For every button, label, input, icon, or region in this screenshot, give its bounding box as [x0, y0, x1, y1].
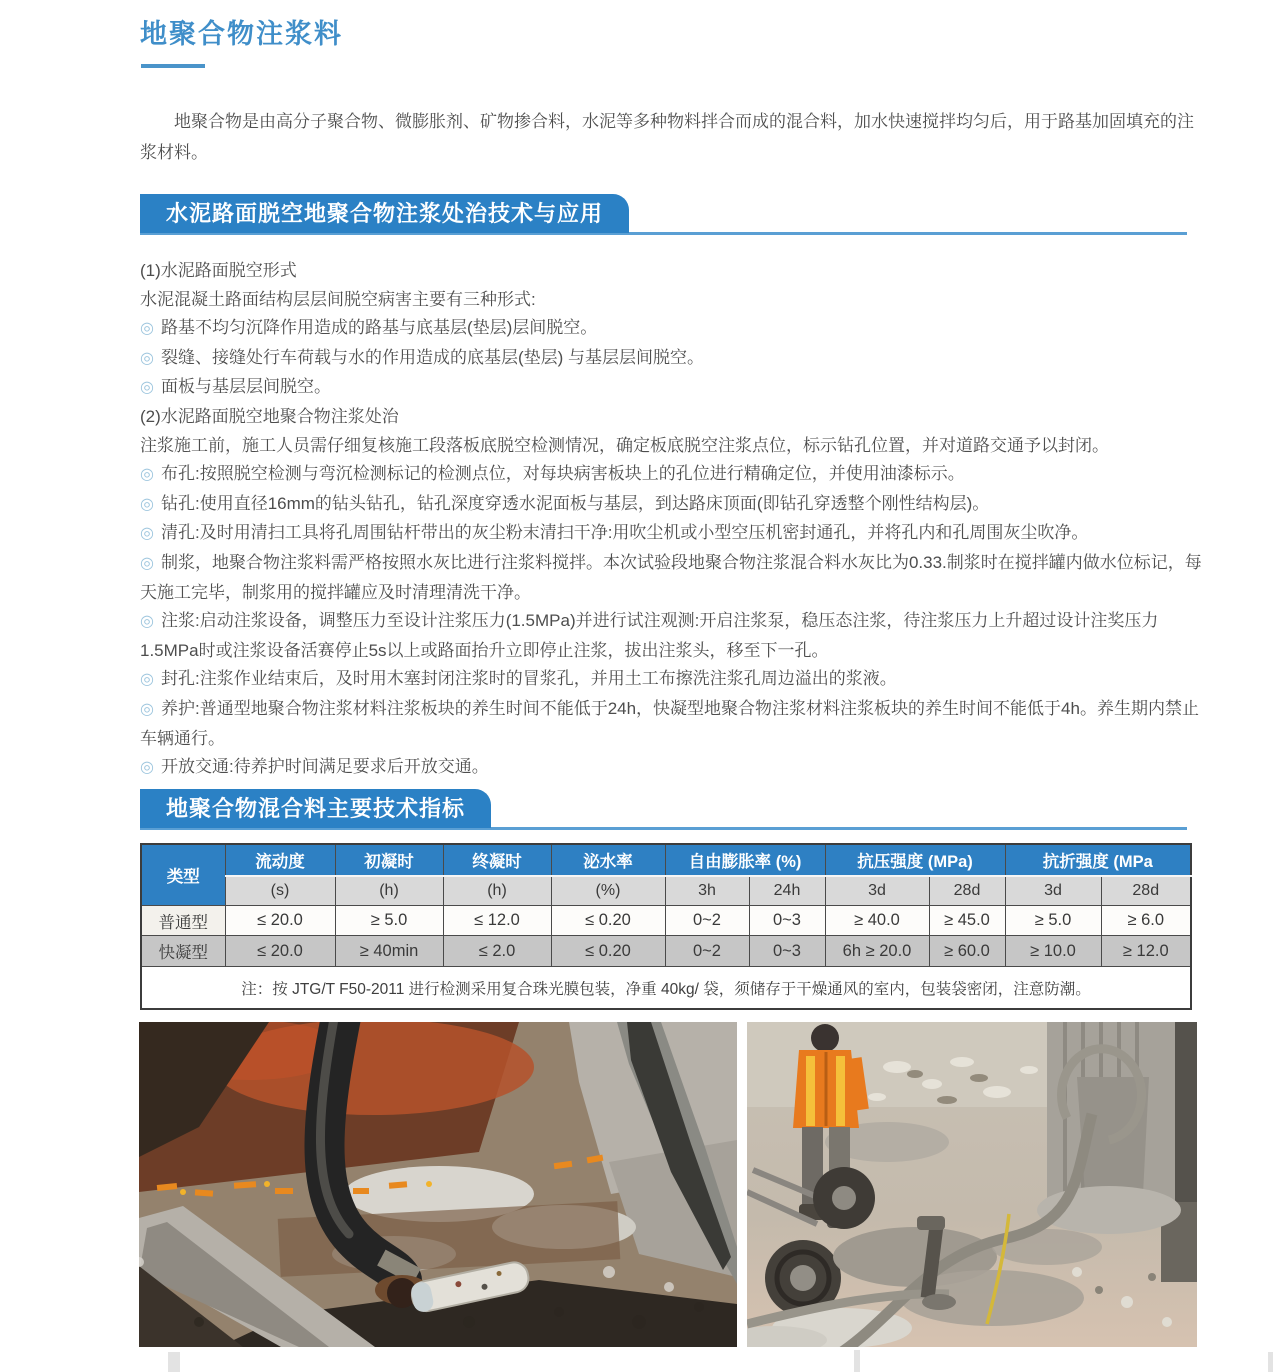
value-cell: ≥ 45.0: [929, 906, 1005, 936]
body-line: 水泥混凝土路面结构层层间脱空病害主要有三种形式:: [140, 289, 536, 309]
col-header: 终凝时: [443, 844, 551, 876]
scan-artifact: [1268, 1352, 1273, 1372]
grouting-worksite-worker-photo: [747, 1022, 1197, 1347]
col-header: 初凝时: [335, 844, 443, 876]
value-cell: ≥ 10.0: [1005, 936, 1101, 967]
bullseye-bullet-icon: ◎: [140, 495, 154, 513]
value-cell: ≤ 0.20: [551, 936, 665, 967]
list-item: ◎ 开放交通:待养护时间满足要求后开放交通。: [140, 757, 489, 777]
section-heading: 水泥路面脱空地聚合物注浆处治技术与应用: [140, 194, 629, 233]
bullseye-bullet-icon: ◎: [140, 759, 154, 777]
value-cell: ≤ 20.0: [225, 906, 335, 936]
bullseye-bullet-icon: ◎: [140, 525, 154, 543]
unit-cell: 28d: [929, 876, 1005, 906]
list-item: ◎ 封孔:注浆作业结束后，及时用木塞封闭注浆时的冒浆孔，并用土工布擦洗注浆孔周边溢出的浆液。: [140, 669, 897, 689]
list-item: ◎ 制浆，地聚合物注浆料需严格按照水灰比进行注浆料搅拌。本次试验段地聚合物注浆混合料水灰比为0.33.制浆时在搅拌罐内做水位标记，每天施工完毕，制浆用的搅拌罐应及时清理清洗干净。: [140, 552, 1202, 602]
col-header: 泌水率: [551, 844, 665, 876]
value-cell: ≤ 2.0: [443, 936, 551, 967]
unit-cell: (h): [335, 876, 443, 906]
spec-table: [140, 843, 1192, 1010]
bullseye-bullet-icon: ◎: [140, 379, 154, 397]
page-title: 地聚合物注浆料: [140, 19, 343, 49]
body-line: (1)水泥路面脱空形式: [140, 261, 297, 280]
unit-cell: (h): [443, 876, 551, 906]
table-note: 注：按 JTG/T F50-2011 进行检测采用复合珠光膜包装，净重 40kg/ 袋，须储存于干燥通风的室内，包装袋密闭，注意防潮。: [141, 967, 1191, 1010]
title-underline: [141, 64, 205, 68]
list-item: ◎ 清孔:及时用清扫工具将孔周围钻杆带出的灰尘粉末清扫干净:用吹尘机或小型空压机密封通孔，并将孔内和孔周围灰尘吹净。: [140, 523, 1089, 543]
section-body: [140, 257, 1204, 783]
value-cell: ≤ 0.20: [551, 906, 665, 936]
bullseye-bullet-icon: ◎: [140, 700, 154, 718]
bullseye-bullet-icon: ◎: [140, 466, 154, 484]
table-corner-header: 类型: [141, 844, 225, 906]
intro-paragraph: 地聚合物是由高分子聚合物、微膨胀剂、矿物掺合料，水泥等多种物料拌合而成的混合料，加水快速搅拌均匀后，用于路基加固填充的注浆材料。: [140, 112, 1194, 162]
section-heading: 地聚合物混合料主要技术指标: [140, 789, 491, 828]
list-item: ◎ 注浆:启动注浆设备，调整压力至设计注浆压力(1.5MPa)并进行试注观测:开启注浆泵，稳压态注浆，待注浆压力上升超过设计注奖压力1.5MPa时或注浆设备活赛停止5s以上或路面抬升立即停止注浆，拔出注浆头，移至下一孔。: [140, 611, 1159, 660]
col-header: 自由膨胀率 (%): [665, 844, 825, 876]
spec-table-container: [140, 843, 1190, 1010]
table-row: [141, 906, 1191, 936]
value-cell: ≥ 60.0: [929, 936, 1005, 967]
value-cell: ≥ 6.0: [1101, 906, 1191, 936]
list-item: ◎ 面板与基层层间脱空。: [140, 377, 331, 397]
value-cell: 6h ≥ 20.0: [825, 936, 929, 967]
list-item: ◎ 布孔:按照脱空检测与弯沉检测标记的检测点位，对每块病害板块上的孔位进行精确定位，并使用油漆标示。: [140, 464, 965, 484]
body-line: 注浆施工前，施工人员需仔细复核施工段落板底脱空检测情况，确定板底脱空注浆点位，标示钻孔位置，并对道路交通予以封闭。: [140, 435, 1109, 455]
bullseye-bullet-icon: ◎: [140, 320, 154, 338]
value-cell: ≥ 40min: [335, 936, 443, 967]
photo-left-illustration: [139, 1022, 737, 1347]
value-cell: 0~3: [749, 936, 825, 967]
value-cell: 0~2: [665, 906, 749, 936]
col-header: 抗压强度 (MPa): [825, 844, 1005, 876]
value-cell: 0~2: [665, 936, 749, 967]
unit-cell: 28d: [1101, 876, 1191, 906]
value-cell: ≥ 5.0: [335, 906, 443, 936]
bullseye-bullet-icon: ◎: [140, 349, 154, 367]
col-header: 抗折强度 (MPa: [1005, 844, 1191, 876]
value-cell: ≤ 12.0: [443, 906, 551, 936]
unit-cell: 3d: [825, 876, 929, 906]
unit-cell: (%): [551, 876, 665, 906]
col-header: 流动度: [225, 844, 335, 876]
unit-cell: 24h: [749, 876, 825, 906]
row-type-cell: 快凝型: [141, 936, 225, 967]
scan-artifact: [168, 1352, 180, 1372]
unit-cell: 3h: [665, 876, 749, 906]
bullseye-bullet-icon: ◎: [140, 671, 154, 689]
value-cell: ≤ 20.0: [225, 936, 335, 967]
section-header-technology: [140, 194, 1187, 235]
bullseye-bullet-icon: ◎: [140, 554, 154, 572]
value-cell: ≥ 5.0: [1005, 906, 1101, 936]
value-cell: ≥ 12.0: [1101, 936, 1191, 967]
body-line: (2)水泥路面脱空地聚合物注浆处治: [140, 406, 399, 426]
grouting-hose-on-pavement-photo: [139, 1022, 737, 1347]
photo-right-illustration: [747, 1022, 1197, 1347]
list-item: ◎ 裂缝、接缝处行车荷载与水的作用造成的底基层(垫层) 与基层层间脱空。: [140, 347, 705, 367]
list-item: ◎ 养护:普通型地聚合物注浆材料注浆板块的养生时间不能低于24h，快凝型地聚合物注浆材料注浆板块的养生时间不能低于4h。养生期内禁止车辆通行。: [140, 698, 1199, 748]
scan-artifact: [854, 1350, 860, 1372]
unit-cell: 3d: [1005, 876, 1101, 906]
unit-cell: (s): [225, 876, 335, 906]
section-header-specs: [140, 789, 1187, 830]
bullseye-bullet-icon: ◎: [140, 613, 154, 631]
row-type-cell: 普通型: [141, 906, 225, 936]
table-row: [141, 936, 1191, 967]
list-item: ◎ 路基不均匀沉降作用造成的路基与底基层(垫层)层间脱空。: [140, 318, 598, 338]
list-item: ◎ 钻孔:使用直径16mm的钻头钻孔，钻孔深度穿透水泥面板与基层，到达路床顶面(即钻孔穿透整个刚性结构层)。: [140, 493, 990, 513]
value-cell: ≥ 40.0: [825, 906, 929, 936]
value-cell: 0~3: [749, 906, 825, 936]
